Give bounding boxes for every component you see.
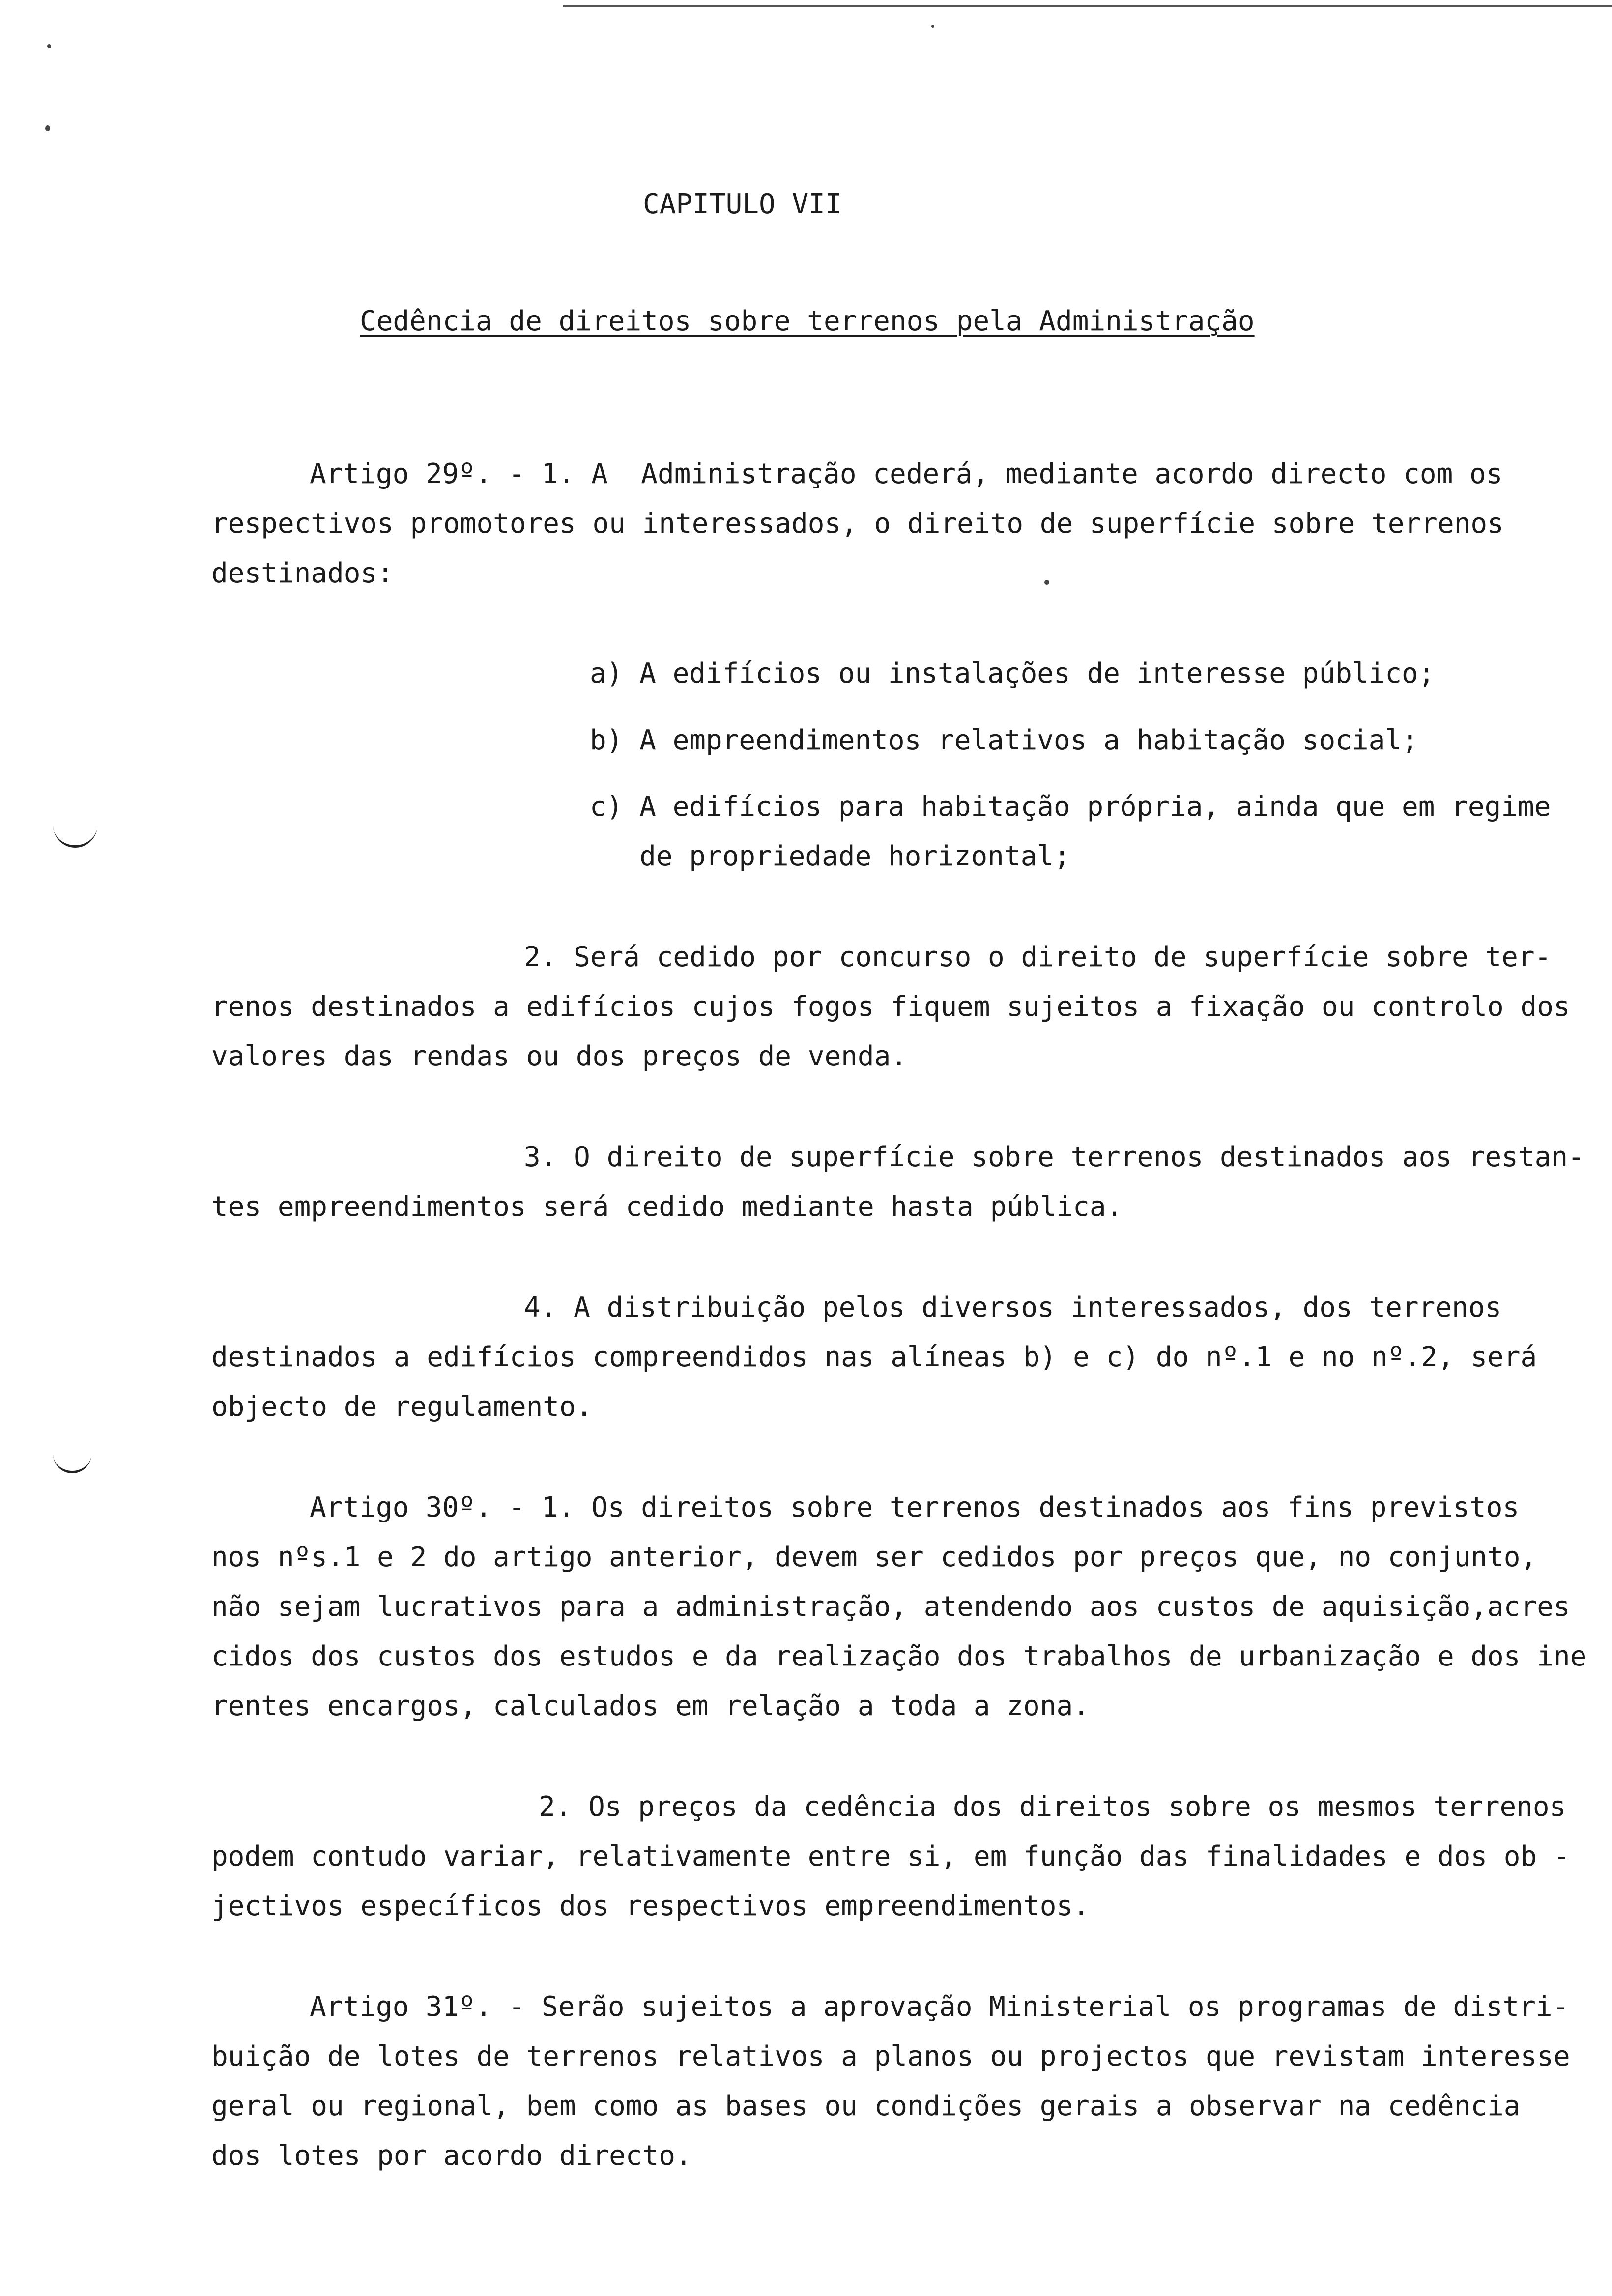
list-item-c: c) A edifícios para habitação própria, ainda que em regime [590, 791, 1551, 823]
text-line: geral ou regional, bem como as bases ou condições gerais a observar na cedência [211, 2090, 1521, 2122]
text-line: podem contudo variar, relativamente entre si, em função das finalidades e dos ob - [211, 1840, 1570, 1872]
text-line: 2. Os preços da cedência dos direitos sobre os mesmos terrenos [539, 1791, 1566, 1823]
text-line: dos lotes por acordo directo. [211, 2140, 692, 2172]
scan-speck [931, 25, 934, 28]
list-item-a: a) A edifícios ou instalações de interesse público; [590, 658, 1435, 689]
text-line: buição de lotes de terrenos relativos a planos ou projectos que revistam interesse [211, 2040, 1570, 2072]
scan-speck [45, 125, 50, 131]
list-item-b: b) A empreendimentos relativos a habitação social; [590, 724, 1418, 756]
text-line: 3. O direito de superfície sobre terrenos destinados aos restan- [524, 1141, 1584, 1173]
text-line: renos destinados a edifícios cujos fogos fiquem sujeitos a fixação ou controlo dos [211, 991, 1570, 1023]
text-line: destinados: [211, 557, 394, 589]
text-line: Artigo 29º. - 1. A Administração cederá, mediante acordo directo com os [310, 458, 1503, 490]
text-line: cidos dos custos dos estudos e da realização dos trabalhos de urbanização e dos ine [211, 1640, 1587, 1672]
text-line: objecto de regulamento. [211, 1391, 593, 1423]
text-line: 2. Será cedido por concurso o direito de superfície sobre ter- [524, 941, 1552, 973]
text-line: Artigo 30º. - 1. Os direitos sobre terrenos destinados aos fins previstos [310, 1492, 1520, 1523]
text-line: rentes encargos, calculados em relação a toda a zona. [211, 1690, 1090, 1722]
text-line: não sejam lucrativos para a administração, atendendo aos custos de aquisição,acres [211, 1591, 1570, 1623]
text-line: valores das rendas ou dos preços de venda. [211, 1040, 908, 1072]
chapter-number: CAPITULO VII [643, 188, 842, 220]
text-line: Artigo 31º. - Serão sujeitos a aprovação Ministerial os programas de distri- [310, 1991, 1569, 2023]
scan-speck [1044, 580, 1049, 585]
text-line: 4. A distribuição pelos diversos interessados, dos terrenos [524, 1292, 1502, 1323]
text-line: nos nºs.1 e 2 do artigo anterior, devem ser cedidos por preços que, no conjunto, [211, 1541, 1537, 1573]
text-line: respectivos promotores ou interessados, o direito de superfície sobre terrenos [211, 508, 1504, 540]
margin-mark [53, 818, 97, 848]
scan-speck [47, 44, 51, 48]
chapter-title: Cedência de direitos sobre terrenos pela Administração [360, 305, 1255, 337]
text-line: tes empreendimentos será cedido mediante hasta pública. [211, 1191, 1123, 1223]
text-line: jectivos específicos dos respectivos empreendimentos. [211, 1890, 1090, 1922]
top-rule [563, 5, 1612, 7]
list-item-c-cont: de propriedade horizontal; [590, 840, 1070, 872]
margin-mark [53, 1447, 91, 1473]
text-line: destinados a edifícios compreendidos nas alíneas b) e c) do nº.1 e no nº.2, será [211, 1341, 1537, 1373]
